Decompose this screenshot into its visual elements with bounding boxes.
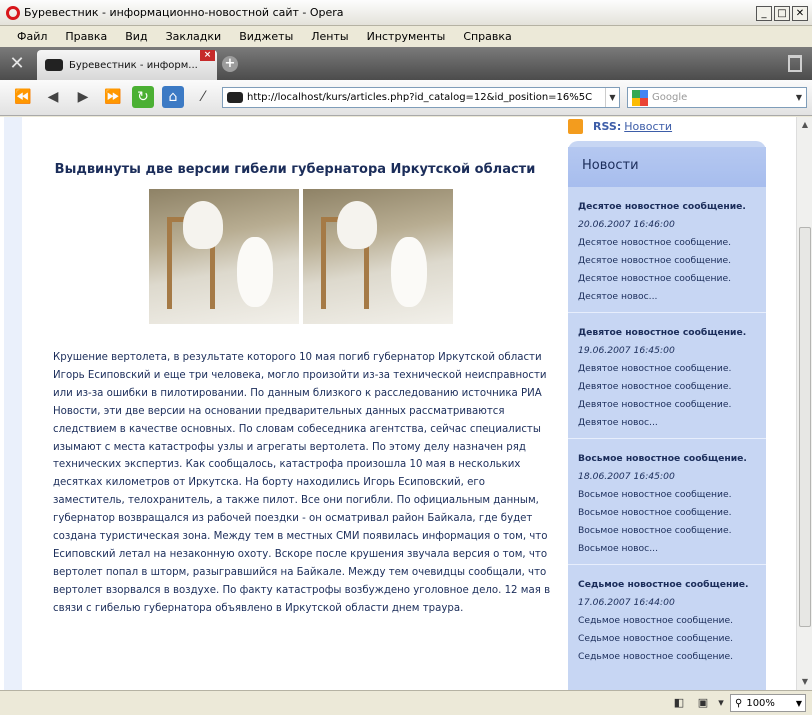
news-line: Седьмое новостное сообщение.: [578, 633, 734, 644]
speaker-icon[interactable]: ◧: [673, 696, 685, 709]
scroll-thumb[interactable]: [799, 227, 811, 627]
rss-line: [568, 117, 672, 135]
news-line: Девятое новостное сообщение.: [578, 381, 732, 392]
zoom-icon: ⚲: [735, 697, 743, 709]
news-title[interactable]: Десятое новостное сообщение.: [578, 201, 746, 212]
news-header: Новости: [568, 147, 766, 187]
opera-logo-icon: [6, 6, 20, 20]
status-bar: [0, 690, 812, 715]
news-item: [568, 187, 766, 313]
news-item: [568, 565, 766, 690]
news-date: 20.06.2007 16:46:00: [578, 219, 675, 230]
menu-feeds[interactable]: Ленты: [311, 30, 349, 43]
reload-icon[interactable]: ↻: [132, 86, 154, 108]
mouse-shape: [391, 237, 427, 307]
menu-file[interactable]: Файл: [17, 30, 48, 43]
back-icon[interactable]: ◀: [47, 89, 59, 105]
forward-icon[interactable]: ▶: [77, 89, 89, 105]
menu-help[interactable]: Справка: [463, 30, 512, 43]
news-date: 19.06.2007 16:45:00: [578, 345, 675, 356]
spy-icon: [45, 59, 63, 71]
mouse-shape: [183, 201, 223, 249]
news-line: Седьмое новостное сообщение.: [578, 651, 734, 662]
news-line: Десятое новостное сообщение.: [578, 255, 732, 266]
window-title: Буревестник - информационно-новостной сайт - Opera: [24, 6, 344, 19]
article-title: Выдвинуты две версии гибели губернатора Иркутской области: [54, 162, 536, 177]
news-date: 17.06.2007 16:44:00: [578, 597, 675, 608]
maximize-icon[interactable]: □: [774, 6, 790, 21]
chevron-down-icon[interactable]: ▼: [795, 698, 802, 708]
tools-icon[interactable]: ✕: [9, 53, 25, 74]
news-title[interactable]: Седьмое новостное сообщение.: [578, 579, 749, 590]
sidebar: [568, 117, 796, 690]
rss-icon: [568, 119, 583, 134]
navigation-bar: [0, 80, 812, 116]
home-icon[interactable]: ⌂: [162, 86, 184, 108]
tab-bar: [0, 47, 812, 80]
scroll-up-icon[interactable]: ▲: [801, 120, 809, 129]
search-field[interactable]: [627, 87, 807, 108]
address-field[interactable]: [222, 87, 620, 108]
camera-icon[interactable]: ▣: [697, 696, 709, 709]
news-line: Десятое новостное сообщение.: [578, 237, 732, 248]
vertical-scrollbar[interactable]: [796, 117, 812, 690]
chevron-down-icon[interactable]: ▼: [795, 93, 803, 102]
address-url: http://localhost/kurs/articles.php?id_catalog=12&id_position=16%5C: [247, 92, 593, 103]
news-date: 18.06.2007 16:45:00: [578, 471, 675, 482]
news-line: Восьмое новос...: [578, 543, 658, 554]
spy-icon: [227, 92, 243, 103]
mouse-shape: [237, 237, 273, 307]
menu-view[interactable]: Вид: [125, 30, 148, 43]
news-line: Десятое новос...: [578, 291, 658, 302]
page-viewport: [0, 117, 796, 690]
news-line: Девятое новос...: [578, 417, 658, 428]
new-tab-icon[interactable]: +: [222, 56, 238, 72]
news-title[interactable]: Восьмое новостное сообщение.: [578, 453, 747, 464]
article-photo: [303, 189, 453, 324]
tab-title: Буревестник - информ...: [69, 59, 198, 71]
rss-label: RSS:: [593, 119, 622, 133]
chevron-down-icon[interactable]: ▾: [718, 696, 724, 709]
window-title-bar: [0, 0, 812, 26]
news-item: [568, 313, 766, 439]
news-line: Десятое новостное сообщение.: [578, 273, 732, 284]
rewind-icon[interactable]: ⏪: [14, 89, 32, 105]
fast-forward-icon[interactable]: ⏩: [104, 89, 122, 105]
scroll-down-icon[interactable]: ▼: [801, 677, 809, 686]
news-line: Девятое новостное сообщение.: [578, 399, 732, 410]
wand-icon[interactable]: ⁄: [201, 89, 205, 105]
rss-link[interactable]: Новости: [624, 119, 673, 133]
tab-close-icon[interactable]: ×: [200, 50, 215, 61]
news-line: Восьмое новостное сообщение.: [578, 525, 732, 536]
menu-bookmarks[interactable]: Закладки: [165, 30, 222, 43]
chevron-down-icon[interactable]: ▼: [605, 88, 619, 107]
article-photo: [149, 189, 299, 324]
trash-icon[interactable]: [788, 55, 802, 72]
zoom-control[interactable]: [730, 694, 806, 712]
news-line: Седьмое новостное сообщение.: [578, 615, 734, 626]
menu-edit[interactable]: Правка: [65, 30, 108, 43]
mouse-shape: [337, 201, 377, 249]
menu-bar: [0, 26, 812, 47]
search-placeholder: Google: [652, 92, 688, 103]
close-icon[interactable]: ✕: [792, 6, 808, 21]
news-line: Девятое новостное сообщение.: [578, 363, 732, 374]
menu-widgets[interactable]: Виджеты: [239, 30, 294, 43]
news-title[interactable]: Девятое новостное сообщение.: [578, 327, 747, 338]
news-line: Восьмое новостное сообщение.: [578, 507, 732, 518]
article: [22, 117, 568, 690]
news-line: Восьмое новостное сообщение.: [578, 489, 732, 500]
news-box: [568, 141, 766, 690]
minimize-icon[interactable]: _: [756, 6, 772, 21]
zoom-value: 100%: [746, 697, 775, 709]
google-icon: [632, 90, 648, 106]
left-band: [4, 117, 22, 690]
menu-tools[interactable]: Инструменты: [366, 30, 446, 43]
window-controls: [756, 6, 808, 21]
news-item: [568, 439, 766, 565]
tab-active[interactable]: [37, 50, 217, 80]
article-text: Крушение вертолета, в результате которого 10 мая погиб губернатор Иркутской области Игорь Есиповский и еще три человека, могло произойти из-за технической неисправности или из-за ошибки в пилотировании. По данным близкого к расследованию источника РИА Новости, эти две версии на основании предварительных данных рассматриваются следствием в качестве основных. По словам собеседника агентства, сейчас специалисты изымают с места катастрофы узлы и агрегаты вертолета. По этому делу назначен ряд технических экспертиз. Как сообщалось, катастрофа произошла 10 мая в нескольких десятках километров от Иркутска. На борту находились Игорь Есиповский, его заместитель, телохранитель, а также пилот. Все они погибли. По официальным данным, губернатор возвращался из рабочей поездки - он осматривал район Байкала, где будет создана туристическая зона. Между тем в местных СМИ появилась информация о том, что Есиповский летал на незаконную охоту. Вскоре после крушения звучала версия о том, что вертолет попал в шторм, разыгравшийся на Байкале. Между тем очевидцы сообщали, что вертолет взорвался в воздухе. По факту катастрофы возбуждено уголовное дело. 12 мая в связи с гибелью губернатора объявлено в Иркутской области днем траура.: [53, 352, 551, 614]
